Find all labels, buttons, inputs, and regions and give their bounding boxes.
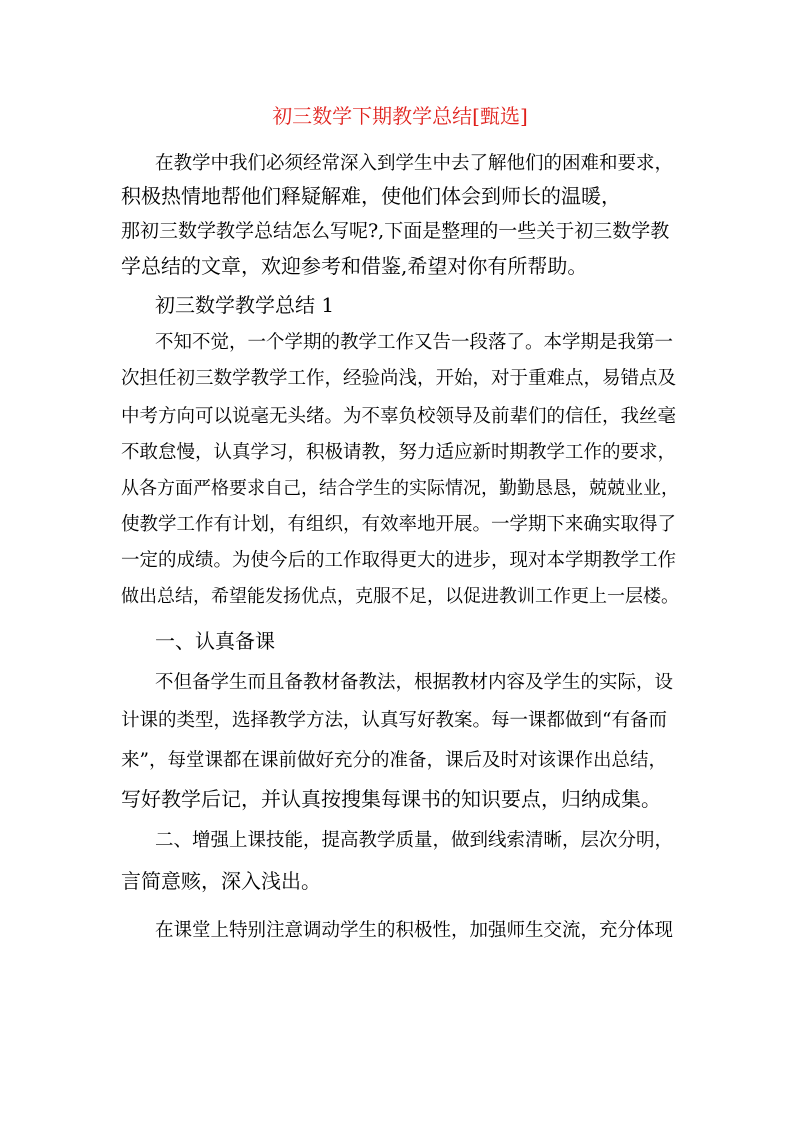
text-line: 学总结的文章，欢迎参考和借鉴,希望对你有所帮助。 bbox=[121, 254, 588, 278]
text-line: 从各方面严格要求自己，结合学生的实际情况，勤勤恳恳，兢兢业业， bbox=[121, 478, 679, 499]
text-line: 计课的类型，选择教学方法，认真写好教案。每一课都做到“有备而 bbox=[121, 710, 667, 731]
section-heading: 二、增强上课技能，提高教学质量，做到线索清晰，层次分明， bbox=[155, 830, 674, 851]
text-line: 在教学中我们必须经常深入到学生中去了解他们的困难和要求， bbox=[155, 153, 674, 174]
text-line: 不知不觉，一个学期的教学工作又告一段落了。本学期是我第一 bbox=[155, 332, 674, 353]
text-line: 次担任初三数学教学工作，经验尚浅，开始，对于重难点，易错点及 bbox=[121, 368, 677, 389]
text-line: 在课堂上特别注意调动学生的积极性，加强师生交流，充分体现 bbox=[155, 920, 674, 941]
text-line: 那初三数学教学总结怎么写呢?,下面是整理的一些关于初三数学教 bbox=[121, 220, 670, 242]
section-heading: 一、认真备课 bbox=[155, 629, 275, 653]
text-line: 一定的成绩。为使今后的工作取得更大的进步，现对本学期教学工作 bbox=[121, 550, 677, 571]
text-line: 使教学工作有计划，有组织，有效率地开展。一学期下来确实取得了 bbox=[121, 514, 677, 535]
text-line: 积极热情地帮他们释疑解难，使他们体会到师长的温暖， bbox=[121, 184, 621, 208]
text-line: 写好教学后记，并认真按搜集每课书的知识要点，归纳成集。 bbox=[121, 787, 661, 811]
text-line: 来”，每堂课都在课前做好充分的准备，课后及时对该课作出总结， bbox=[121, 750, 667, 771]
text-line: 做出总结，希望能发扬优点，克服不足，以促进教训工作更上一层楼。 bbox=[121, 586, 679, 607]
text-line: 中考方向可以说毫无头绪。为不辜负校领导及前辈们的信任，我丝毫 bbox=[121, 406, 677, 427]
text-line: 言简意赅，深入浅出。 bbox=[121, 869, 321, 893]
document-title: 初三数学下期教学总结[甄选] bbox=[272, 104, 528, 128]
text-line: 不但备学生而且备教材备教法，根据教材内容及学生的实际，设 bbox=[155, 672, 674, 693]
section-heading: 初三数学教学总结 1 bbox=[155, 293, 335, 317]
text-line: 不敢怠慢，认真学习，积极请教，努力适应新时期教学工作的要求， bbox=[121, 442, 677, 463]
